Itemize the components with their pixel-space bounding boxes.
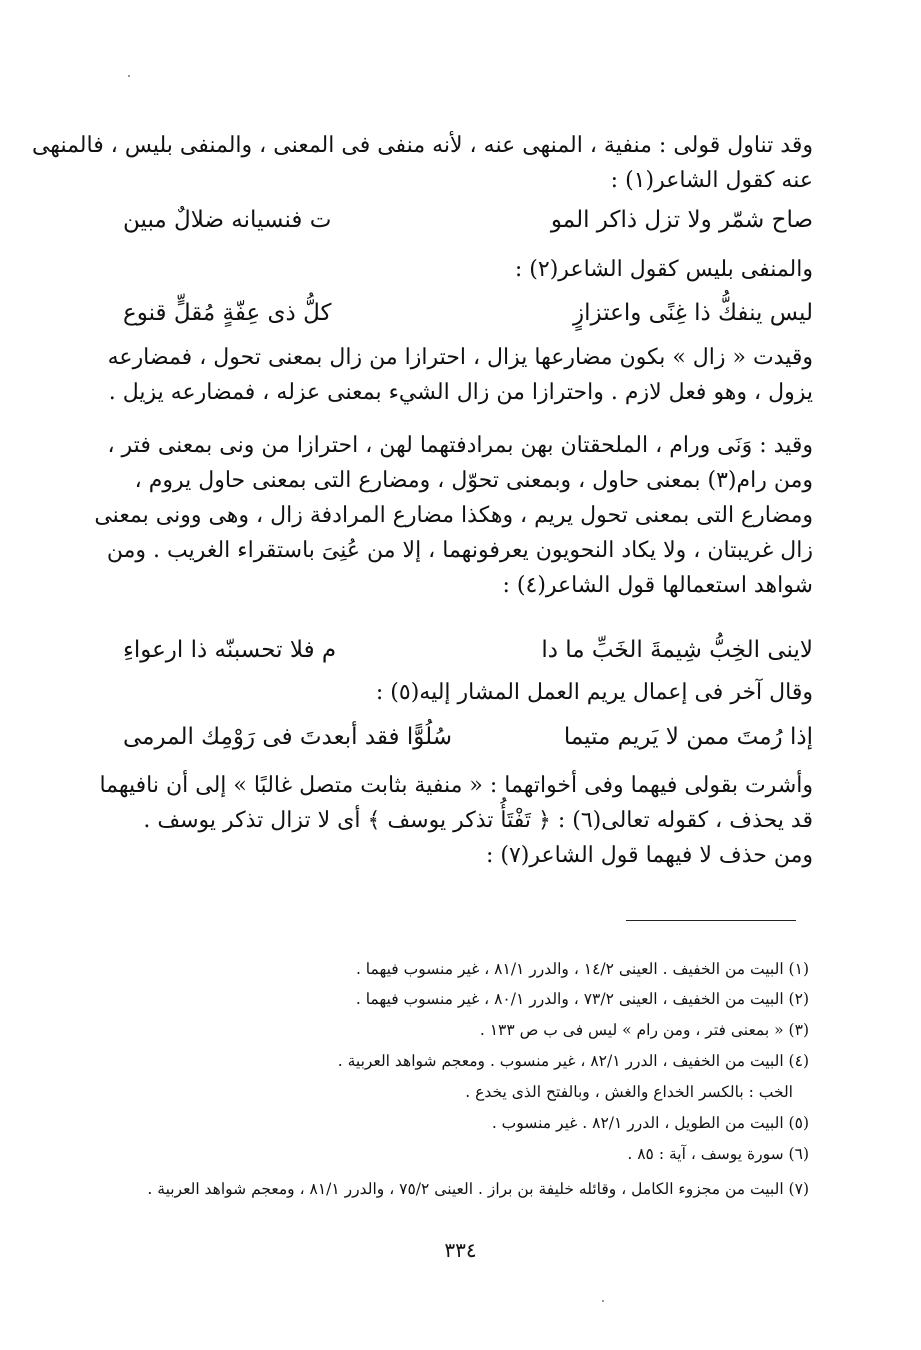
verse-first-hemistich: لاينى الخِبُّ شِيمةَ الخَبِّ ما دا	[541, 637, 813, 663]
verse-first-hemistich: صاح شمّر ولا تزل ذاكر المو	[550, 207, 813, 233]
text-line: شواهد استعمالها قول الشاعر(٤) :	[502, 573, 813, 598]
text-line: وقال آخر فى إعمال يريم العمل المشار إليه(٥) :	[375, 680, 813, 705]
footnote-2: (٢) البيت من الخفيف ، العينى ٧٣/٢ ، والدرر ٨٠/١ ، غير منسوب فيهما .	[355, 990, 809, 1008]
verse-second-hemistich: م فلا تحسبنّه ذا ارعواءِ	[123, 637, 337, 663]
paragraph-5	[113, 675, 813, 710]
paragraph-3	[107, 340, 813, 410]
verse-4	[113, 720, 813, 754]
verse-second-hemistich: سُلُوًّا فقد أبعدتَ فى رَوْمِك المرمى	[123, 724, 452, 750]
footnote-4-gloss: الخب : بالكسر الخداع والغش ، وبالفتح الذى يخدع .	[465, 1083, 793, 1101]
verse-first-hemistich: ليس ينفكُّ ذا غِنًى واعتزازٍ	[573, 300, 813, 326]
footnote-separator	[626, 920, 796, 921]
text-line: وأشرت بقولى فيهما وفى أخواتهما : « منفية بثابت متصل غالبًا » إلى أن نافيهما	[99, 773, 813, 798]
paragraph-6	[99, 768, 813, 873]
paragraph-4	[94, 428, 813, 603]
footnote-4: (٤) البيت من الخفيف ، الدرر ٨٢/١ ، غير منسوب . ومعجم شواهد العربية .	[337, 1052, 809, 1070]
text-line: ومن حذف لا فيهما قول الشاعر(٧) :	[485, 843, 813, 868]
footnote-6: (٦) سورة يوسف ، آية : ٨٥ .	[627, 1145, 809, 1163]
footnote-1: (١) البيت من الخفيف . العينى ١٤/٢ ، والدرر ٨١/١ ، غير منسوب فيهما .	[355, 960, 809, 978]
verse-second-hemistich: كلُّ ذى عِفّةٍ مُقلٍّ قنوع	[123, 300, 332, 326]
verse-1	[113, 203, 813, 237]
text-line: زال غريبتان ، ولا يكاد النحويون يعرفونهما ، إلا من عُنِىَ باستقراء الغريب . ومن	[106, 538, 813, 563]
text-line: والمنفى بليس كقول الشاعر(٢) :	[514, 257, 813, 282]
scan-speck	[128, 75, 130, 77]
verse-second-hemistich: ت فنسيانه ضلالٌ مبين	[123, 207, 332, 233]
footnote-5: (٥) البيت من الطويل ، الدرر ٨٢/١ . غير منسوب .	[491, 1114, 809, 1132]
footnote-7: (٧) البيت من مجزوء الكامل ، وقائله خليفة بن براز . العينى ٧٥/٢ ، والدرر ٨١/١ ، ومعجم شواهد العربية .	[147, 1180, 809, 1198]
text-line: وقد تناول قولى : منفية ، المنهى عنه ، لأنه منفى فى المعنى ، والمنفى بليس ، فالمنهى	[31, 133, 813, 158]
scan-speck	[602, 1300, 604, 1302]
text-line: قد يحذف ، كقوله تعالى(٦) : ﴿ تَفْتَأُ تذكر يوسف ﴾ أى لا تزال تذكر يوسف .	[143, 808, 813, 833]
page-number: ٣٣٤	[444, 1238, 477, 1262]
verse-first-hemistich: إذا رُمتَ ممن لا يَريم متيما	[563, 724, 813, 750]
text-line: عنه كقول الشاعر(١) :	[610, 168, 813, 193]
footnote-3: (٣) « بمعنى فتر ، ومن رام » ليس فى ب ص ١٣٣ .	[479, 1021, 809, 1039]
paragraph-1	[31, 128, 813, 198]
text-line: وقيدت « زال » بكون مضارعها يزال ، احترازا من زال بمعنى تحول ، فمضارعه	[107, 345, 813, 370]
paragraph-2	[113, 252, 813, 287]
text-line: ومن رام(٣) بمعنى حاول ، وبمعنى تحوّل ، ومضارع التى بمعنى حاول يروم ،	[134, 468, 813, 493]
verse-3	[113, 633, 813, 667]
text-line: وقيد : وَنَى ورام ، الملحقتان بهن بمرادفتهما لهن ، احترازا من ونى بمعنى فتر ،	[107, 433, 813, 458]
text-line: ومضارع التى بمعنى تحول يريم ، وهكذا مضارع المرادفة زال ، وهى وونى بمعنى	[94, 503, 813, 528]
text-line: يزول ، وهو فعل لازم . واحترازا من زال الشيء بمعنى عزله ، فمضارعه يزيل .	[108, 380, 813, 405]
verse-2	[113, 296, 813, 330]
